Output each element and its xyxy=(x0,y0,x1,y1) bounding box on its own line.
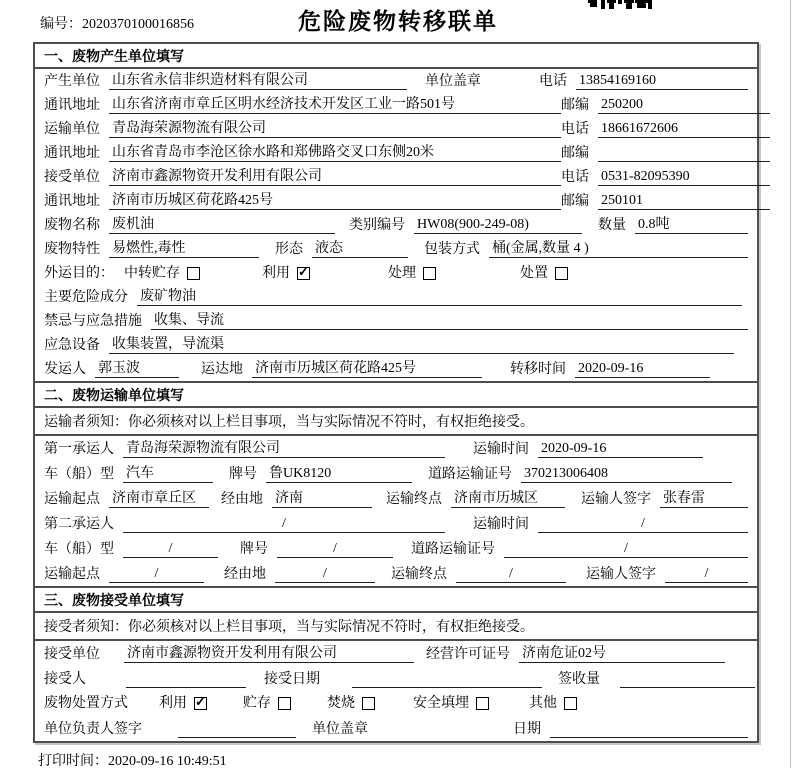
section-transporter-title: 二、废物运输单位填写 xyxy=(35,383,757,408)
row-route2 xyxy=(35,561,757,586)
transporter-notice: 运输者须知：你必须核对以上栏目事项，当与实际情况不符时，有权拒绝接受。 xyxy=(35,408,757,436)
via2-label: 经由地 xyxy=(224,567,266,582)
accepting-unit-value: 济南市鑫源物资开发利用有限公司 xyxy=(124,645,414,663)
checkbox-dispose-icon xyxy=(555,267,568,280)
purpose-option-label: 中转贮存 xyxy=(124,265,180,281)
row-accepting-unit xyxy=(35,641,757,666)
sender-label: 发运人 xyxy=(44,362,86,377)
transfer-time-label: 转移时间 xyxy=(510,362,566,377)
plate2-value: / xyxy=(277,540,393,558)
sign-date-value xyxy=(550,721,748,738)
receiver-phone-label: 电话 xyxy=(561,170,589,185)
row-accepting-person xyxy=(35,666,757,691)
receiver-address-value: 济南市历城区荷花路425号 xyxy=(109,192,561,210)
checkbox-transfer-storage-icon xyxy=(187,267,200,280)
row-producer-address xyxy=(35,93,757,117)
purpose-option-dispose xyxy=(520,265,568,282)
purpose-option-label: 处理 xyxy=(388,265,416,281)
row-waste-name xyxy=(35,213,757,237)
carrier-sign1-label: 运输人签字 xyxy=(581,492,651,507)
category-code-value: HW08(900-249-08) xyxy=(414,216,582,234)
accept-date-value xyxy=(352,671,542,688)
doc-number-value: 2020370100016856 xyxy=(82,17,194,32)
checkbox-disposal-incinerate-icon xyxy=(362,697,375,710)
plate1-label: 牌号 xyxy=(229,467,257,482)
row-receiver-unit xyxy=(35,165,757,189)
via1-label: 经由地 xyxy=(221,492,263,507)
transporter-phone-label: 电话 xyxy=(561,122,589,137)
accept-date-label: 接受日期 xyxy=(264,672,320,687)
origin2-value: / xyxy=(109,565,204,583)
road-license1-value: 370213006408 xyxy=(521,465,732,483)
waste-name-label: 废物名称 xyxy=(44,218,100,233)
taboo-measures-value: 收集、导流 xyxy=(151,312,748,330)
row-emergency-equipment xyxy=(35,333,757,357)
transport-time1-value: 2020-09-16 xyxy=(538,440,703,458)
section-producer xyxy=(35,44,757,381)
qr-code-fragment-icon xyxy=(588,0,652,11)
accepting-person-label: 接受人 xyxy=(44,672,86,687)
receiver-zip-value: 250101 xyxy=(598,192,770,210)
taboo-measures-label: 禁忌与应急措施 xyxy=(44,314,142,329)
doc-number-label: 编号： xyxy=(40,17,82,32)
disposal-option-label: 利用 xyxy=(159,696,187,711)
unit-seal-label: 单位盖章 xyxy=(425,74,481,89)
transport-time1-label: 运输时间 xyxy=(473,442,529,457)
producer-unit-value: 山东省永信非织造材料有限公司 xyxy=(109,72,407,90)
transport-time2-value: / xyxy=(538,515,748,533)
sign-date-label: 日期 xyxy=(513,722,541,737)
end1-value: 济南市历城区 xyxy=(451,490,565,508)
receiver-unit-label: 接受单位 xyxy=(44,170,100,185)
transporter-phone-value: 18661672606 xyxy=(598,120,770,138)
hazard-component-value: 废矿物油 xyxy=(137,288,742,306)
receiver-seal-label: 单位盖章 xyxy=(312,722,368,737)
disposal-option-storage xyxy=(243,695,291,712)
form-value: 液态 xyxy=(312,240,408,258)
permit-label: 经营许可证号 xyxy=(426,647,510,662)
emergency-equipment-label: 应急设备 xyxy=(44,338,100,353)
row-vehicle1 xyxy=(35,461,757,486)
receiver-notice: 接受者须知：你必须核对以上栏目事项，当与实际情况不符时，有权拒绝接受。 xyxy=(35,613,757,641)
receiver-address-label: 通讯地址 xyxy=(44,194,100,209)
receiver-unit-value: 济南市鑫源物资开发利用有限公司 xyxy=(109,168,561,186)
transporter-address-label: 通讯地址 xyxy=(44,146,100,161)
producer-phone-label: 电话 xyxy=(539,74,567,89)
transporter-unit-value: 青岛海荣源物流有限公司 xyxy=(109,120,561,138)
vehicle-type1-value: 汽车 xyxy=(123,465,213,483)
section-receiver-title: 三、废物接受单位填写 xyxy=(35,588,757,613)
form-label: 形态 xyxy=(275,242,303,257)
second-carrier-value: / xyxy=(123,515,445,533)
page-title: 危险废物转移联单 xyxy=(298,8,498,34)
row-taboo-measures xyxy=(35,309,757,333)
origin1-value: 济南市章丘区 xyxy=(109,490,209,508)
producer-zip-value: 250200 xyxy=(598,96,770,114)
row-disposal-method xyxy=(35,691,757,716)
row-second-carrier xyxy=(35,511,757,536)
origin2-label: 运输起点 xyxy=(44,567,100,582)
vehicle-type2-label: 车（船）型 xyxy=(44,542,114,557)
purpose-option-treat xyxy=(388,265,436,282)
transfer-time-value: 2020-09-16 xyxy=(575,360,710,378)
purpose-label: 外运目的： xyxy=(44,265,114,281)
row-first-carrier xyxy=(35,436,757,461)
producer-zip-label: 邮编 xyxy=(561,98,589,113)
quantity-value: 0.8吨 xyxy=(635,216,748,234)
end2-label: 运输终点 xyxy=(391,567,447,582)
row-transporter-unit xyxy=(35,117,757,141)
via1-value: 济南 xyxy=(272,490,372,508)
row-route1 xyxy=(35,486,757,511)
sender-value: 郭玉波 xyxy=(95,360,179,378)
hazard-component-label: 主要危险成分 xyxy=(44,290,128,305)
leader-signature-value xyxy=(178,721,296,738)
disposal-method-label: 废物处置方式 xyxy=(44,696,128,711)
checkbox-disposal-landfill-icon xyxy=(476,697,489,710)
disposal-option-label: 其他 xyxy=(529,696,557,711)
print-time-label: 打印时间： xyxy=(38,754,108,769)
checkbox-disposal-utilize-icon xyxy=(194,697,207,710)
accepting-person-value xyxy=(126,671,246,688)
checkbox-disposal-storage-icon xyxy=(278,697,291,710)
road-license2-label: 道路运输证号 xyxy=(411,542,495,557)
producer-address-value: 山东省济南市章丘区明水经济技术开发区工业一路501号 xyxy=(109,96,561,114)
row-receiver-address xyxy=(35,189,757,213)
checkbox-treat-icon xyxy=(423,267,436,280)
disposal-option-label: 贮存 xyxy=(243,696,271,711)
carrier-sign2-label: 运输人签字 xyxy=(586,567,656,582)
purpose-option-transfer-storage xyxy=(124,265,200,282)
via2-value: / xyxy=(275,565,375,583)
manifest-form xyxy=(33,42,759,743)
page-right-edge-divider xyxy=(790,0,791,768)
first-carrier-value: 青岛海荣源物流有限公司 xyxy=(123,440,445,458)
packing-value: 桶(金属,数量 4 ) xyxy=(489,240,748,258)
section-producer-title: 一、废物产生单位填写 xyxy=(35,44,757,69)
section-receiver xyxy=(35,586,757,741)
signed-quantity-label: 签收量 xyxy=(558,672,600,687)
plate1-value: 鲁UK8120 xyxy=(266,465,412,483)
purpose-option-label: 处置 xyxy=(520,265,548,281)
vehicle-type1-label: 车（船）型 xyxy=(44,467,114,482)
end2-value: / xyxy=(456,565,566,583)
checkbox-disposal-other-icon xyxy=(564,697,577,710)
waste-trait-label: 废物特性 xyxy=(44,242,100,257)
row-transporter-address xyxy=(35,141,757,165)
emergency-equipment-value: 收集装置，导流渠 xyxy=(109,336,734,354)
road-license2-value: / xyxy=(504,540,748,558)
leader-signature-label: 单位负责人签字 xyxy=(44,722,142,737)
disposal-option-other xyxy=(529,695,577,712)
row-producer-unit xyxy=(35,69,757,93)
print-time xyxy=(38,750,227,770)
disposal-option-landfill xyxy=(413,695,489,712)
waste-name-value: 废机油 xyxy=(109,216,335,234)
road-license1-label: 道路运输证号 xyxy=(428,467,512,482)
section-transporter xyxy=(35,381,757,586)
transporter-zip-value xyxy=(598,145,770,162)
disposal-option-incinerate xyxy=(327,695,375,712)
vehicle-type2-value: / xyxy=(123,540,218,558)
quantity-label: 数量 xyxy=(598,218,626,233)
transporter-address-value: 山东省青岛市李沧区徐水路和郑佛路交叉口东侧20米 xyxy=(109,144,561,162)
row-vehicle2 xyxy=(35,536,757,561)
packing-label: 包装方式 xyxy=(424,242,480,257)
transporter-zip-label: 邮编 xyxy=(561,146,589,161)
receiver-phone-value: 0531-82095390 xyxy=(598,168,770,186)
carrier-sign1-value: 张春雷 xyxy=(660,490,748,508)
purpose-option-utilize xyxy=(262,265,310,282)
producer-address-label: 通讯地址 xyxy=(44,98,100,113)
row-hazard-component xyxy=(35,285,757,309)
waste-trait-value: 易燃性,毒性 xyxy=(109,240,259,258)
end1-label: 运输终点 xyxy=(386,492,442,507)
first-carrier-label: 第一承运人 xyxy=(44,442,114,457)
accepting-unit-label: 接受单位 xyxy=(44,647,100,662)
print-time-value: 2020-09-16 10:49:51 xyxy=(108,754,227,769)
receiver-zip-label: 邮编 xyxy=(561,194,589,209)
signed-quantity-value xyxy=(620,671,755,688)
category-code-label: 类别编号 xyxy=(349,218,405,233)
permit-value: 济南危证02号 xyxy=(519,645,725,663)
row-leader-signature xyxy=(35,716,757,741)
disposal-option-label: 安全填埋 xyxy=(413,696,469,711)
carrier-sign2-value: / xyxy=(665,565,748,583)
destination-label: 运达地 xyxy=(201,362,243,377)
transport-time2-label: 运输时间 xyxy=(473,517,529,532)
origin1-label: 运输起点 xyxy=(44,492,100,507)
destination-value: 济南市历城区荷花路425号 xyxy=(252,360,482,378)
row-waste-trait xyxy=(35,237,757,261)
plate2-label: 牌号 xyxy=(240,542,268,557)
second-carrier-label: 第二承运人 xyxy=(44,517,114,532)
disposal-option-utilize xyxy=(159,695,207,712)
row-sender xyxy=(35,357,757,381)
disposal-option-label: 焚烧 xyxy=(327,696,355,711)
transporter-unit-label: 运输单位 xyxy=(44,122,100,137)
purpose-option-label: 利用 xyxy=(262,265,290,281)
checkbox-utilize-icon xyxy=(297,267,310,280)
producer-phone-value: 13854169160 xyxy=(576,72,748,90)
producer-unit-label: 产生单位 xyxy=(44,74,100,89)
row-transfer-purpose xyxy=(35,261,757,285)
